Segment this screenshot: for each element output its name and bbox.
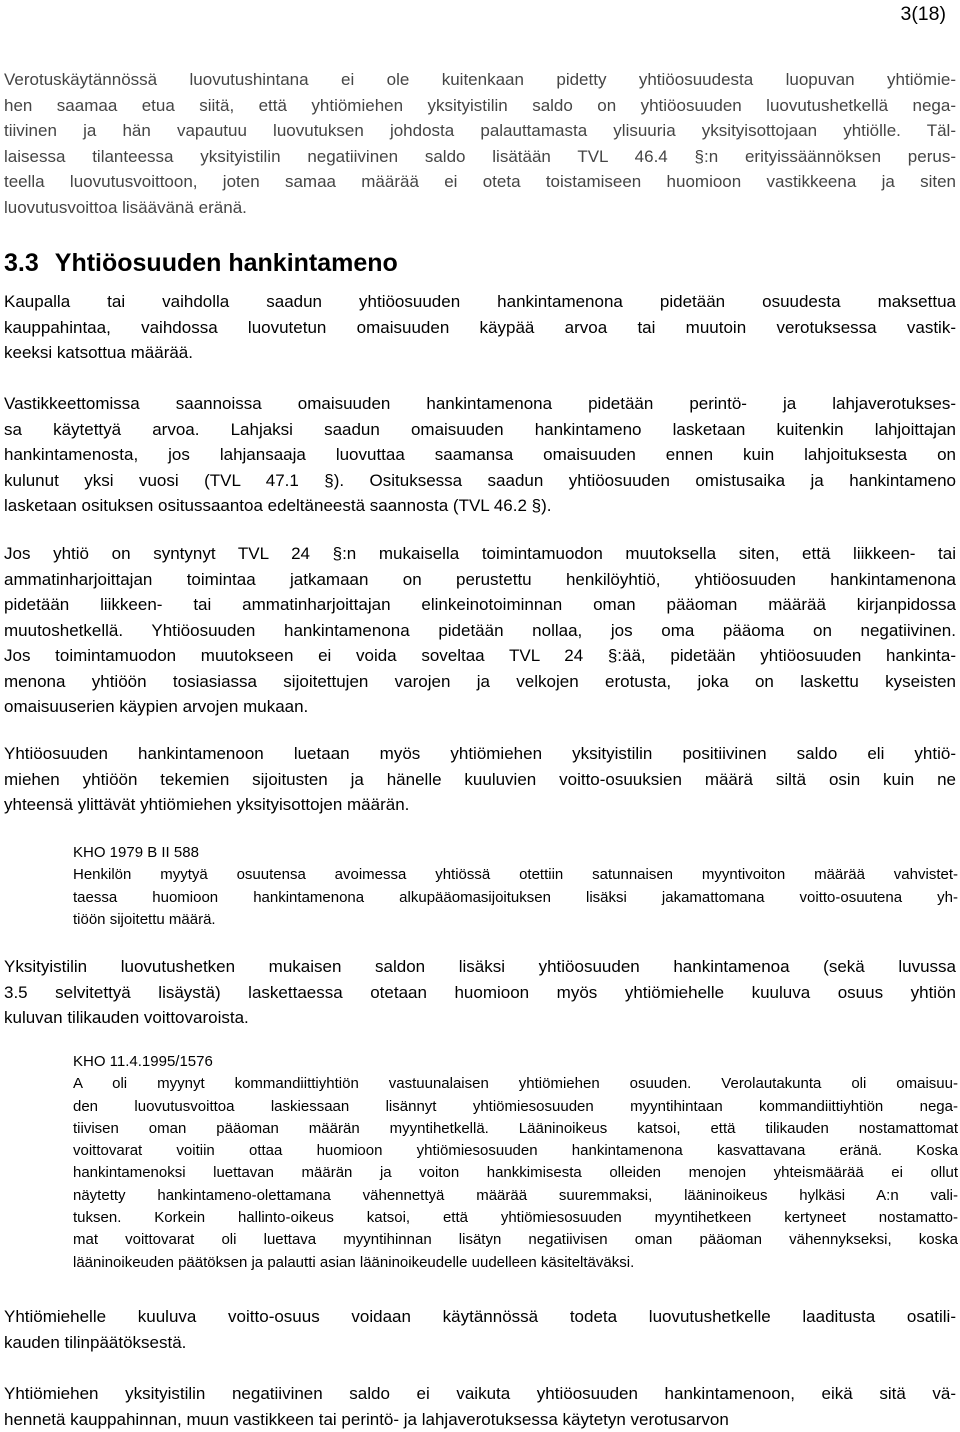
case-reference: KHO 11.4.1995/1576 bbox=[73, 1053, 213, 1070]
text-line: Vastikkeettomissa saannoissa omaisuuden hankintamenona pidetään perintö- ja lahjaverotukses- bbox=[4, 394, 956, 413]
case-text bbox=[73, 1073, 958, 1274]
text-line: Kaupalla tai vaihdolla saadun yhtiöosuuden hankintamenona pidetään osuudesta maksettua bbox=[4, 292, 956, 311]
case-reference: KHO 1979 B II 588 bbox=[73, 844, 199, 861]
text-line: hankintamenosta, jos lahjansaaja luovuttaa saamansa omaisuuden ennen kuin lahjoituksesta on bbox=[4, 445, 956, 464]
paragraph-form-change bbox=[4, 541, 956, 720]
text-line: menona yhtiöön tosiasiassa sijoitettujen varojen ja velkojen erotusta, joka on laskettu kyseisten bbox=[4, 671, 956, 691]
paragraph-gratuitous-acquisition bbox=[4, 391, 956, 519]
text-line: taessa huomioon hankintamenona alkupääomasijoituksen lisäksi jakamattomana voitto-osuutena yh- bbox=[73, 888, 958, 906]
text-line: Jos toimintamuodon muutokseen ei voida soveltaa TVL 24 §:ää, pidetään yhtiöosuuden hankinta- bbox=[4, 646, 956, 665]
text-line: kauden tilinpäätöksestä. bbox=[4, 1332, 187, 1352]
text-line: Yhtiöosuuden hankintamenoon luetaan myös yhtiömiehen yksityistilin positiivinen saldo eli yhtiö- bbox=[4, 744, 956, 763]
text-line: sa käytettyä arvoa. Lahjaksi saadun omaisuuden hankintameno lasketaan kuitenkin lahjoittajan bbox=[4, 419, 956, 439]
paragraph-negative-balance bbox=[4, 1381, 956, 1432]
text-line: hennetä kauppahinnan, muun vastikkeen tai perintö- ja lahjaverotuksessa käytetyn verotusarvon bbox=[4, 1409, 729, 1429]
text-line: tiivinen ja hän vapautuu luovutuksen johdosta palauttamasta ylisuuria yksityisottojaan yhtiölle. Täl- bbox=[4, 121, 956, 140]
text-line: kauppahintaa, vaihdossa luovutetun omaisuuden käypää arvoa tai muutoin verotuksessa vastik- bbox=[4, 317, 956, 337]
text-line: näytetty hankintameno-olettamana vähennettyä määrää suuremmaksi, lääninoikeus hylkäsi A:n vali- bbox=[73, 1186, 958, 1204]
text-line: voittovarat voitiin ottaa huomioon yhtiömiesosuuden hankintamenona kasvattavana eränä. Koska bbox=[73, 1142, 958, 1160]
text-line: Yksityistilin luovutushetken mukaisen saldon lisäksi yhtiöosuuden hankintamenoa (sekä luvussa bbox=[4, 957, 956, 976]
text-line: kuluvan tilikauden voittovaroista. bbox=[4, 1008, 249, 1027]
text-line: kulunut yksi vuosi (TVL 47.1 §). Osituksessa saadun yhtiöosuuden omistusaika ja hankintameno bbox=[4, 470, 956, 490]
text-line: hen saamaa etua siitä, että yhtiömiehen yksityistilin saldo on yhtiöosuuden luovutushetkellä nega- bbox=[4, 95, 956, 115]
case-text bbox=[73, 864, 958, 931]
text-line: pidetään liikkeen- tai ammatinharjoittajan elinkeinotoiminnan oman pääoman määrää kirjanpidossa bbox=[4, 595, 956, 614]
text-line: omaisuuserien käypien arvojen mukaan. bbox=[4, 697, 309, 716]
text-line: teella luovutusvoittoon, joten samaa määrää ei oteta toistamiseen huomioon vastikkeena ja siten bbox=[4, 172, 956, 191]
paragraph-period-profits bbox=[4, 954, 956, 1031]
paragraph-private-account bbox=[4, 741, 956, 818]
text-line: Jos yhtiö on syntynyt TVL 24 §:n mukaisella toimintamuodon muutoksella siten, että liikkeen- tai bbox=[4, 544, 956, 563]
paragraph-purchase-acquisition bbox=[4, 289, 956, 366]
text-line: miehen yhtiöön tekemien sijoitusten ja hänelle kuuluvien voitto-osuuksien määrä siltä osin kuin ne bbox=[4, 769, 956, 789]
text-line: yhteensä ylittävät yhtiömiehen yksityisottojen määrän. bbox=[4, 795, 410, 814]
page-number: 3(18) bbox=[900, 3, 946, 25]
text-line: luovutusvoittoa lisäävänä eränä. bbox=[4, 197, 247, 217]
text-line: Yhtiömiehelle kuuluva voitto-osuus voidaan käytännössä todeta luovutushetkelle laaditusta osatili- bbox=[4, 1307, 956, 1326]
case-khö-1979 bbox=[73, 842, 958, 931]
text-line: ammatinharjoittajan toimintaa jatkamaan on perustettu henkilöyhtiö, yhtiöosuuden hankintamenona bbox=[4, 569, 956, 589]
paragraph-resale-price bbox=[4, 67, 956, 220]
text-line: Yhtiömiehen yksityistilin negatiivinen saldo ei vaikuta yhtiöosuuden hankintamenoon, eikä sitä vä- bbox=[4, 1384, 956, 1403]
section-number: 3.3 bbox=[4, 249, 39, 277]
paragraph-interim-statement bbox=[4, 1304, 956, 1355]
text-line: Verotuskäytännössä luovutushintana ei ole kuitenkaan pidetty yhtiöosuudesta luopuvan yhtiömie- bbox=[4, 70, 956, 89]
section-title: Yhtiöosuuden hankintameno bbox=[54, 249, 398, 277]
text-line: lääninoikeuden päätöksen ja palautti asian lääninoikeudelle uudelleen käsiteltäväksi. bbox=[73, 1253, 635, 1271]
text-line: A oli myynyt kommandiittiyhtiön vastuunalaisen yhtiömiehen osuuden. Verolautakunta oli omaisuu- bbox=[73, 1075, 958, 1093]
text-line: lasketaan osituksen ositussaantoa edeltäneestä saannosta (TVL 46.2 §). bbox=[4, 496, 552, 515]
text-line: tuksen. Korkein hallinto-oikeus katsoi, että yhtiömiesosuuden myyntihetkeen kertyneet nostamatto- bbox=[73, 1209, 958, 1227]
text-line: laisessa tilanteessa yksityistilin negatiivinen saldo lisätään TVL 46.4 §:n erityissäännöksen perus- bbox=[4, 146, 956, 166]
text-line: den luovutusvoittoa laskiessaan lisännyt yhtiömiesosuuden myyntihintaan kommandiittiyhtiön nega- bbox=[73, 1097, 958, 1115]
text-line: tiöön sijoitettu määrä. bbox=[73, 910, 216, 928]
section-heading bbox=[4, 246, 398, 280]
text-line: mat voittovarat oli luettava myyntihinnan lisätyn negatiivisen oman pääoman vähennykseksi, koska bbox=[73, 1231, 958, 1249]
text-line: 3.5 selvitettyä lisäystä) laskettaessa otetaan huomioon myös yhtiömiehelle kuuluva osuus yhtiön bbox=[4, 982, 956, 1002]
case-kho-1995 bbox=[73, 1051, 958, 1274]
text-line: tiivisen oman pääoman määrän myyntihetkellä. Lääninoikeus katsoi, että tilikauden nostamattomat bbox=[73, 1119, 958, 1137]
text-line: hankintamenoksi luettavan määrän ja voiton hankkimisesta olleiden menojen yhteismäärää ei ollut bbox=[73, 1164, 958, 1182]
text-line: keeksi katsottua määrää. bbox=[4, 343, 193, 362]
text-line: Henkilön myytyä osuutensa avoimessa yhtiössä otettiin satunnaisen myyntivoiton määrää vahvistet- bbox=[73, 866, 958, 884]
text-line: muutoshetkellä. Yhtiöosuuden hankintamenona pidetään nollaa, jos oma pääoma on negatiivinen. bbox=[4, 620, 956, 640]
